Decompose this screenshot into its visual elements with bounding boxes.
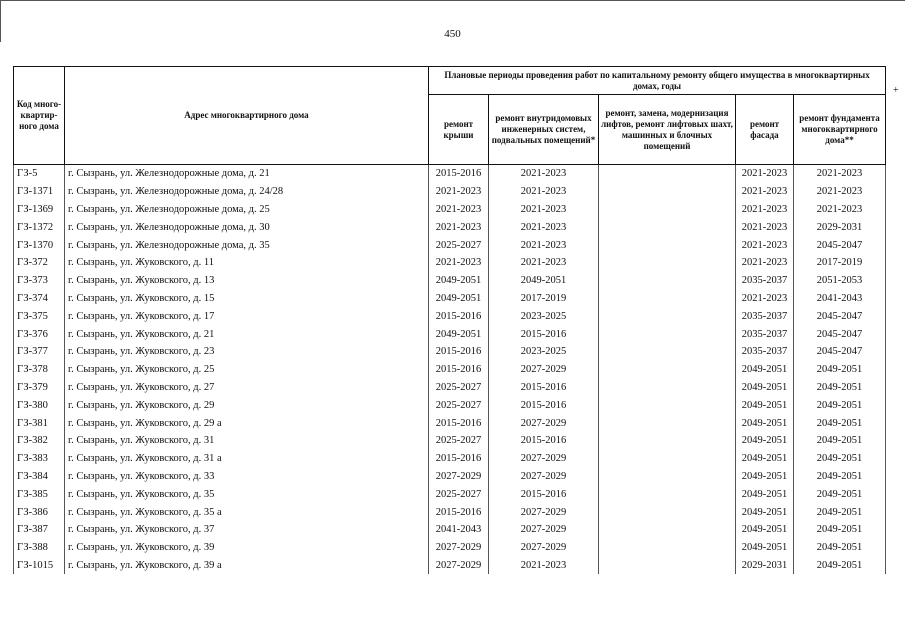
cell-code: ГЗ-379 xyxy=(14,379,65,397)
cell-address: г. Сызрань, ул. Жуковского, д. 13 xyxy=(65,272,429,290)
cell-facade: 2035-2037 xyxy=(736,325,794,343)
cell-facade: 2021-2023 xyxy=(736,254,794,272)
cell-facade: 2021-2023 xyxy=(736,165,794,183)
cell-lifts xyxy=(599,379,736,397)
cell-code: ГЗ-387 xyxy=(14,521,65,539)
cell-lifts xyxy=(599,254,736,272)
cell-lifts xyxy=(599,468,736,486)
table-row xyxy=(14,396,886,414)
table-row xyxy=(14,218,886,236)
header-address: Адрес многоквартирного дома xyxy=(65,67,429,165)
cell-foundation: 2049-2051 xyxy=(794,503,886,521)
table-row xyxy=(14,236,886,254)
cell-address: г. Сызрань, ул. Жуковского, д. 25 xyxy=(65,361,429,379)
cell-address: г. Сызрань, ул. Железнодорожные дома, д. 21 xyxy=(65,165,429,183)
cell-foundation: 2049-2051 xyxy=(794,557,886,575)
cell-roof: 2041-2043 xyxy=(429,521,489,539)
cell-systems: 2021-2023 xyxy=(489,218,599,236)
cell-address: г. Сызрань, ул. Жуковского, д. 27 xyxy=(65,379,429,397)
cell-address: г. Сызрань, ул. Железнодорожные дома, д. 24/28 xyxy=(65,183,429,201)
cell-systems: 2023-2025 xyxy=(489,307,599,325)
cell-foundation: 2049-2051 xyxy=(794,379,886,397)
cell-systems: 2049-2051 xyxy=(489,272,599,290)
table-row xyxy=(14,183,886,201)
table-row xyxy=(14,201,886,219)
cell-facade: 2021-2023 xyxy=(736,183,794,201)
cell-systems: 2021-2023 xyxy=(489,236,599,254)
cell-code: ГЗ-375 xyxy=(14,307,65,325)
cell-code: ГЗ-5 xyxy=(14,165,65,183)
cell-facade: 2021-2023 xyxy=(736,290,794,308)
cell-roof: 2025-2027 xyxy=(429,396,489,414)
cell-code: ГЗ-381 xyxy=(14,414,65,432)
cell-roof: 2015-2016 xyxy=(429,503,489,521)
cell-address: г. Сызрань, ул. Жуковского, д. 35 xyxy=(65,485,429,503)
cell-address: г. Сызрань, ул. Жуковского, д. 39 xyxy=(65,539,429,557)
cell-foundation: 2049-2051 xyxy=(794,361,886,379)
cell-roof: 2015-2016 xyxy=(429,414,489,432)
cell-roof: 2025-2027 xyxy=(429,379,489,397)
cell-facade: 2035-2037 xyxy=(736,307,794,325)
cell-systems: 2015-2016 xyxy=(489,396,599,414)
cell-address: г. Сызрань, ул. Железнодорожные дома, д. 25 xyxy=(65,201,429,219)
cell-roof: 2027-2029 xyxy=(429,557,489,575)
cell-lifts xyxy=(599,218,736,236)
cell-address: г. Сызрань, ул. Жуковского, д. 31 а xyxy=(65,450,429,468)
cell-code: ГЗ-377 xyxy=(14,343,65,361)
cell-code: ГЗ-373 xyxy=(14,272,65,290)
header-periods-group: Плановые периоды проведения работ по капитальному ремонту общего имущества в многоквартирных домах, годы xyxy=(429,67,886,95)
cell-code: ГЗ-1372 xyxy=(14,218,65,236)
cell-facade: 2049-2051 xyxy=(736,503,794,521)
cell-code: ГЗ-372 xyxy=(14,254,65,272)
cell-systems: 2021-2023 xyxy=(489,254,599,272)
cell-foundation: 2029-2031 xyxy=(794,218,886,236)
cell-code: ГЗ-378 xyxy=(14,361,65,379)
table-body xyxy=(14,165,886,575)
cell-lifts xyxy=(599,272,736,290)
header-systems: ремонт внутридомовых инженерных систем, подвальных помещений* xyxy=(489,95,599,165)
cell-facade: 2049-2051 xyxy=(736,485,794,503)
repair-schedule-table xyxy=(13,66,886,574)
cell-address: г. Сызрань, ул. Жуковского, д. 11 xyxy=(65,254,429,272)
cell-lifts xyxy=(599,414,736,432)
cell-systems: 2021-2023 xyxy=(489,557,599,575)
cell-lifts xyxy=(599,201,736,219)
cell-facade: 2049-2051 xyxy=(736,450,794,468)
cell-address: г. Сызрань, ул. Жуковского, д. 39 а xyxy=(65,557,429,575)
cell-foundation: 2049-2051 xyxy=(794,468,886,486)
cell-systems: 2015-2016 xyxy=(489,325,599,343)
cell-address: г. Сызрань, ул. Жуковского, д. 29 а xyxy=(65,414,429,432)
cell-roof: 2015-2016 xyxy=(429,343,489,361)
cell-foundation: 2041-2043 xyxy=(794,290,886,308)
cell-address: г. Сызрань, ул. Жуковского, д. 31 xyxy=(65,432,429,450)
cell-systems: 2027-2029 xyxy=(489,539,599,557)
cell-address: г. Сызрань, ул. Жуковского, д. 35 а xyxy=(65,503,429,521)
cell-roof: 2021-2023 xyxy=(429,254,489,272)
cell-address: г. Сызрань, ул. Жуковского, д. 21 xyxy=(65,325,429,343)
table-row xyxy=(14,557,886,575)
cell-foundation: 2045-2047 xyxy=(794,236,886,254)
cell-roof: 2025-2027 xyxy=(429,236,489,254)
table-row xyxy=(14,272,886,290)
cell-lifts xyxy=(599,361,736,379)
table-row xyxy=(14,503,886,521)
cell-code: ГЗ-376 xyxy=(14,325,65,343)
cell-roof: 2049-2051 xyxy=(429,272,489,290)
cell-roof: 2049-2051 xyxy=(429,290,489,308)
cell-systems: 2027-2029 xyxy=(489,450,599,468)
cell-code: ГЗ-383 xyxy=(14,450,65,468)
table-row xyxy=(14,165,886,183)
cell-lifts xyxy=(599,183,736,201)
cell-address: г. Сызрань, ул. Жуковского, д. 33 xyxy=(65,468,429,486)
cell-code: ГЗ-1370 xyxy=(14,236,65,254)
cell-roof: 2027-2029 xyxy=(429,468,489,486)
cell-facade: 2049-2051 xyxy=(736,379,794,397)
cell-facade: 2021-2023 xyxy=(736,201,794,219)
cell-systems: 2015-2016 xyxy=(489,485,599,503)
cell-code: ГЗ-382 xyxy=(14,432,65,450)
cell-systems: 2027-2029 xyxy=(489,361,599,379)
cell-roof: 2025-2027 xyxy=(429,485,489,503)
cell-foundation: 2017-2019 xyxy=(794,254,886,272)
cell-foundation: 2045-2047 xyxy=(794,325,886,343)
cell-roof: 2021-2023 xyxy=(429,201,489,219)
cell-foundation: 2049-2051 xyxy=(794,521,886,539)
cell-systems: 2023-2025 xyxy=(489,343,599,361)
cell-address: г. Сызрань, ул. Жуковского, д. 29 xyxy=(65,396,429,414)
table-row xyxy=(14,307,886,325)
page-top-border xyxy=(0,0,905,1)
cell-lifts xyxy=(599,521,736,539)
cell-systems: 2021-2023 xyxy=(489,183,599,201)
cell-address: г. Сызрань, ул. Железнодорожные дома, д. 30 xyxy=(65,218,429,236)
cell-lifts xyxy=(599,236,736,254)
cell-facade: 2021-2023 xyxy=(736,236,794,254)
table-row xyxy=(14,485,886,503)
cell-roof: 2025-2027 xyxy=(429,432,489,450)
cell-lifts xyxy=(599,325,736,343)
cell-foundation: 2049-2051 xyxy=(794,396,886,414)
cell-roof: 2015-2016 xyxy=(429,165,489,183)
table-row xyxy=(14,414,886,432)
cell-systems: 2027-2029 xyxy=(489,503,599,521)
cell-lifts xyxy=(599,343,736,361)
table-row xyxy=(14,468,886,486)
header-roof: ремонт крыши xyxy=(429,95,489,165)
cell-systems: 2027-2029 xyxy=(489,521,599,539)
cell-foundation: 2049-2051 xyxy=(794,539,886,557)
cell-roof: 2015-2016 xyxy=(429,450,489,468)
cell-code: ГЗ-385 xyxy=(14,485,65,503)
cell-foundation: 2021-2023 xyxy=(794,165,886,183)
table-row xyxy=(14,361,886,379)
cell-facade: 2049-2051 xyxy=(736,539,794,557)
cell-address: г. Сызрань, ул. Жуковского, д. 23 xyxy=(65,343,429,361)
cell-facade: 2049-2051 xyxy=(736,396,794,414)
cell-facade: 2035-2037 xyxy=(736,343,794,361)
table-row xyxy=(14,432,886,450)
cell-address: г. Сызрань, ул. Жуковского, д. 37 xyxy=(65,521,429,539)
header-facade: ремонт фасада xyxy=(736,95,794,165)
cell-lifts xyxy=(599,539,736,557)
cell-code: ГЗ-384 xyxy=(14,468,65,486)
cell-roof: 2021-2023 xyxy=(429,183,489,201)
header-code: Код много-квартир-ного дома xyxy=(14,67,65,165)
cell-lifts xyxy=(599,165,736,183)
cell-facade: 2021-2023 xyxy=(736,218,794,236)
cell-code: ГЗ-386 xyxy=(14,503,65,521)
table-row xyxy=(14,254,886,272)
cell-lifts xyxy=(599,432,736,450)
cell-lifts xyxy=(599,396,736,414)
cell-code: ГЗ-374 xyxy=(14,290,65,308)
table-row xyxy=(14,539,886,557)
cell-lifts xyxy=(599,290,736,308)
cell-address: г. Сызрань, ул. Жуковского, д. 17 xyxy=(65,307,429,325)
cell-roof: 2015-2016 xyxy=(429,307,489,325)
cell-address: г. Сызрань, ул. Жуковского, д. 15 xyxy=(65,290,429,308)
cell-foundation: 2021-2023 xyxy=(794,183,886,201)
cell-foundation: 2045-2047 xyxy=(794,307,886,325)
cell-facade: 2049-2051 xyxy=(736,521,794,539)
cell-facade: 2049-2051 xyxy=(736,361,794,379)
cell-code: ГЗ-388 xyxy=(14,539,65,557)
header-lifts: ремонт, замена, модернизация лифтов, ремонт лифтовых шахт, машинных и блочных помещений xyxy=(599,95,736,165)
cell-facade: 2029-2031 xyxy=(736,557,794,575)
cell-roof: 2015-2016 xyxy=(429,361,489,379)
cell-foundation: 2049-2051 xyxy=(794,414,886,432)
cell-systems: 2015-2016 xyxy=(489,379,599,397)
cell-facade: 2035-2037 xyxy=(736,272,794,290)
cell-foundation: 2051-2053 xyxy=(794,272,886,290)
table-row xyxy=(14,290,886,308)
table-header xyxy=(14,67,886,165)
cell-systems: 2021-2023 xyxy=(489,201,599,219)
cell-systems: 2015-2016 xyxy=(489,432,599,450)
cell-systems: 2021-2023 xyxy=(489,165,599,183)
cell-foundation: 2049-2051 xyxy=(794,432,886,450)
cell-address: г. Сызрань, ул. Железнодорожные дома, д. 35 xyxy=(65,236,429,254)
cell-systems: 2017-2019 xyxy=(489,290,599,308)
header-foundation: ремонт фундамента многоквартирного дома** xyxy=(794,95,886,165)
cell-lifts xyxy=(599,503,736,521)
page-number: 450 xyxy=(444,28,461,40)
table-row xyxy=(14,325,886,343)
table-row xyxy=(14,450,886,468)
cell-code: ГЗ-1371 xyxy=(14,183,65,201)
cell-foundation: 2021-2023 xyxy=(794,201,886,219)
cell-foundation: 2049-2051 xyxy=(794,485,886,503)
cell-systems: 2027-2029 xyxy=(489,414,599,432)
cell-facade: 2049-2051 xyxy=(736,432,794,450)
cell-code: ГЗ-380 xyxy=(14,396,65,414)
cell-roof: 2021-2023 xyxy=(429,218,489,236)
cell-foundation: 2045-2047 xyxy=(794,343,886,361)
cell-foundation: 2049-2051 xyxy=(794,450,886,468)
cell-systems: 2027-2029 xyxy=(489,468,599,486)
cell-code: ГЗ-1015 xyxy=(14,557,65,575)
table-row xyxy=(14,343,886,361)
cell-code: ГЗ-1369 xyxy=(14,201,65,219)
table-row xyxy=(14,521,886,539)
cell-lifts xyxy=(599,450,736,468)
cell-roof: 2049-2051 xyxy=(429,325,489,343)
cell-lifts xyxy=(599,485,736,503)
cell-lifts xyxy=(599,307,736,325)
cell-facade: 2049-2051 xyxy=(736,468,794,486)
table-row xyxy=(14,379,886,397)
cell-lifts xyxy=(599,557,736,575)
cell-roof: 2027-2029 xyxy=(429,539,489,557)
edge-mark: + xyxy=(893,85,899,96)
cell-facade: 2049-2051 xyxy=(736,414,794,432)
